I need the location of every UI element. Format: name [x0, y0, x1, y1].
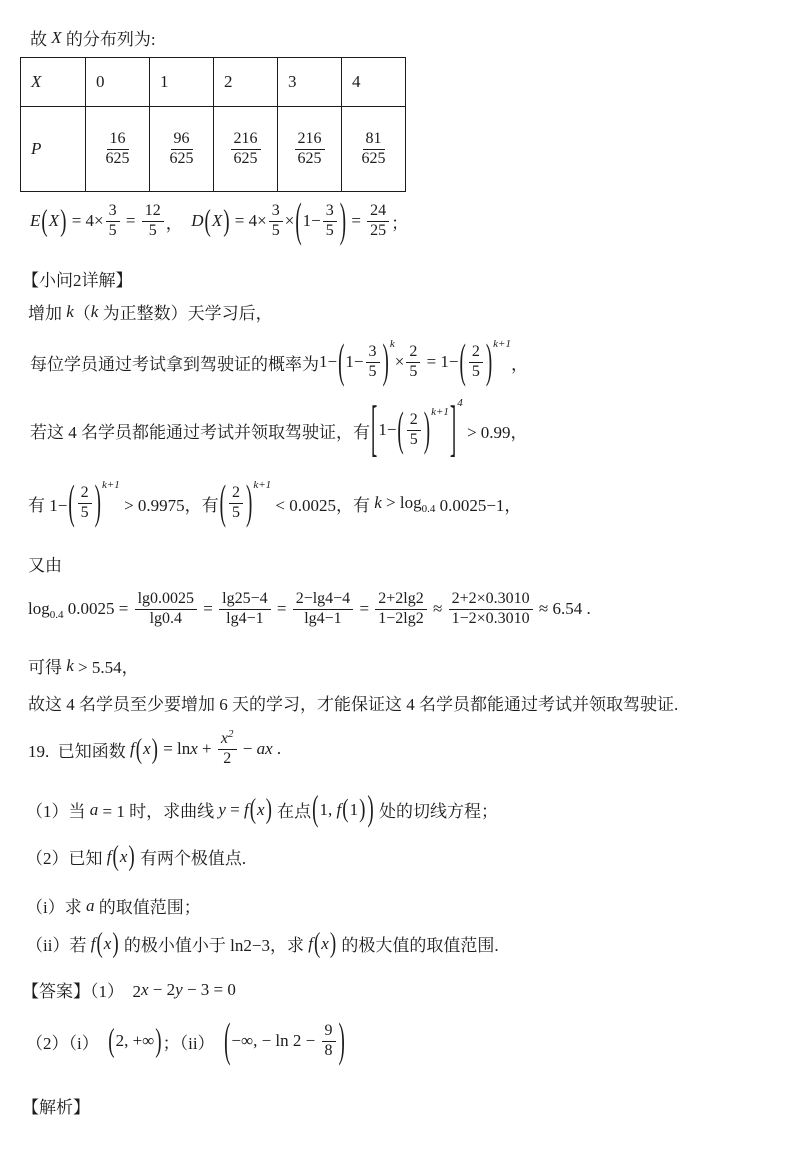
tok-txt: 1, — [319, 799, 337, 819]
tok-txt: = 1− — [422, 352, 459, 372]
fraction-denominator — [220, 750, 234, 769]
fraction-numerator — [229, 484, 243, 504]
tok-frac — [142, 202, 164, 241]
fraction-numerator — [106, 202, 120, 222]
tok-txt: . — [272, 739, 282, 759]
tok-sup: k — [389, 337, 395, 350]
tok-txt: 2+2lg2 — [378, 590, 424, 607]
tok-p: ( — [135, 733, 143, 766]
tok-frac — [219, 590, 270, 629]
fraction-denominator — [78, 504, 92, 523]
fraction-denominator — [323, 222, 337, 241]
fraction-numerator — [142, 202, 164, 222]
tok-p: ( — [224, 1015, 231, 1068]
fraction-denominator — [269, 222, 283, 241]
tok-frac — [407, 411, 421, 450]
tok-txt: 故 — [30, 30, 52, 49]
tok-p: ) — [338, 1015, 345, 1068]
tok-txt: 在点 — [272, 802, 312, 821]
tok-txt: 增加 — [28, 304, 67, 323]
expectation-variance-line — [30, 195, 409, 248]
tok-txt: × — [394, 352, 405, 372]
fraction-denominator — [146, 222, 160, 241]
table-row-x — [21, 58, 406, 107]
tok-p: ) — [155, 1023, 162, 1060]
tok-txt: = — [355, 599, 374, 619]
tok-txt: （1）当 — [26, 802, 90, 821]
x-value: 1 — [160, 72, 169, 91]
also-from-line: 又由 — [28, 556, 62, 575]
tok-txt: 的极大值的取值范围. — [337, 936, 499, 955]
tok-txt: 的取值范围； — [94, 898, 201, 917]
x-label: X — [31, 72, 42, 91]
tok-txt: （2）（i） — [26, 1033, 108, 1053]
tok-p: ( — [204, 204, 211, 239]
fraction-numerator — [218, 730, 237, 750]
tok-p: ( — [295, 195, 302, 248]
k-bound-line — [28, 653, 139, 678]
tok-it: k — [374, 493, 382, 513]
table-cell — [214, 58, 278, 107]
table-cell — [278, 58, 342, 107]
fraction-numerator — [366, 343, 380, 363]
fraction-numerator: 216 — [295, 130, 325, 150]
tok-txt: ≈ 6.54 . — [534, 599, 591, 619]
tok-it: k — [66, 301, 74, 321]
tok-txt: 3 — [368, 343, 377, 360]
tok-txt: 处的切线方程； — [374, 802, 498, 821]
tok-frac — [323, 202, 337, 241]
tok-txt: 1−2lg2 — [378, 609, 424, 627]
tok-txt: 2 — [231, 484, 240, 501]
fraction-numerator — [469, 343, 483, 363]
tok-txt: 1−2×0.3010 — [451, 609, 530, 627]
tok-it: D — [191, 211, 204, 231]
tok-it: f — [130, 739, 135, 759]
table-cell — [86, 107, 150, 192]
tok-it: f — [308, 933, 313, 953]
tok-sup: k+1 — [493, 337, 511, 350]
tok-sup: 4 — [457, 396, 463, 409]
tok-p: ( — [397, 404, 404, 457]
tok-txt: 的分布列为: — [61, 30, 156, 49]
fraction-denominator — [106, 222, 120, 241]
answer-line-2 — [26, 1015, 346, 1068]
fraction-numerator — [323, 202, 337, 222]
fraction-denominator: 625 — [169, 149, 194, 167]
tok-txt: log — [28, 599, 50, 619]
tok-p: ( — [96, 927, 103, 960]
tok-p: ) — [94, 477, 101, 530]
tok-txt: 5 — [368, 362, 377, 380]
fraction-denominator — [367, 222, 389, 241]
tok-txt: > 0.99， — [462, 422, 528, 442]
tok-txt: + — [197, 739, 216, 759]
tok-txt: （ — [73, 304, 91, 323]
tok-it: k — [66, 655, 74, 675]
tok-sup: k+1 — [102, 478, 120, 491]
tok-txt: ≈ — [428, 599, 447, 619]
fraction-numerator — [219, 590, 270, 610]
tok-p: ) — [367, 789, 374, 830]
tok-txt: > 0.9975，有 — [119, 495, 219, 515]
tok-txt: > log — [381, 493, 422, 513]
tok-txt: = 4× — [67, 211, 104, 231]
subquestion-2-label: 【小问2详解】 — [22, 271, 133, 290]
tok-p: ( — [342, 794, 349, 825]
tok-p: ( — [249, 793, 257, 826]
tok-txt: （2）已知 — [26, 849, 107, 868]
tok-txt: > 5.54， — [73, 658, 139, 677]
tok-it: k — [90, 301, 99, 321]
tok-txt: 2 — [223, 749, 232, 767]
tok-txt: = ln — [158, 739, 191, 759]
tok-p: ) — [382, 336, 389, 389]
tok-frac — [229, 484, 243, 523]
tok-frac — [293, 590, 354, 629]
tok-it: f — [243, 799, 249, 819]
fraction-numerator — [367, 202, 389, 222]
tok-b: [ — [371, 395, 378, 466]
tok-txt: 9 — [324, 1022, 333, 1039]
tok-it: f — [336, 799, 342, 819]
tok-p: ) — [223, 204, 230, 239]
tok-txt: 每位学员通过考试拿到驾驶证的概率为 — [30, 354, 319, 374]
tok-it: X — [48, 211, 60, 231]
tok-txt: 为正整数）天学习后， — [98, 304, 273, 323]
four-students-line — [30, 395, 528, 466]
fraction-denominator: 625 — [105, 149, 130, 167]
tok-it: y — [218, 799, 226, 819]
tok-txt: 若这 4 名学员都能通过考试并领取驾驶证，有 — [30, 422, 370, 442]
tok-p: ) — [423, 404, 431, 457]
fraction-denominator — [223, 610, 266, 629]
tok-txt: = — [225, 799, 244, 819]
tok-txt: 5 — [409, 362, 418, 380]
conclusion-line: 故这 4 名学员至少要增加 6 天的学习，才能保证这 4 名学员都能通过考试并领取驾驶证. — [28, 695, 679, 714]
fraction-denominator — [375, 610, 426, 629]
inequality-line — [28, 477, 522, 530]
table-cell-x-label — [21, 58, 86, 107]
fraction-denominator — [469, 363, 483, 382]
tok-p: ( — [312, 789, 319, 830]
tok-txt: 5 — [231, 503, 240, 521]
tok-it: x — [257, 799, 265, 819]
tok-p: ) — [151, 733, 158, 766]
table-cell — [278, 107, 342, 192]
fraction — [103, 130, 133, 169]
tok-p: ) — [329, 927, 337, 960]
x-value: 4 — [352, 72, 361, 91]
tok-txt: 1− — [378, 420, 397, 440]
fraction-denominator — [322, 1042, 336, 1061]
fraction-denominator — [406, 363, 420, 382]
fraction-denominator: 625 — [297, 149, 322, 167]
tok-txt: 1− — [319, 352, 338, 372]
table-cell — [86, 58, 150, 107]
fraction — [295, 130, 325, 169]
tok-txt: 2 — [409, 343, 418, 360]
fraction-denominator — [147, 610, 185, 629]
tok-txt: − 3 = 0 — [182, 979, 236, 999]
tok-txt: 2−lg4−4 — [295, 590, 351, 607]
answer-line-1 — [22, 977, 236, 1002]
table-row-p — [21, 107, 406, 192]
tok-txt: = — [199, 599, 218, 619]
fraction-numerator — [407, 411, 421, 431]
tok-frac — [406, 343, 420, 382]
tok-txt: − 2 — [148, 979, 176, 999]
fraction-denominator — [229, 504, 243, 523]
tok-p: ) — [60, 204, 67, 239]
tok-txt: 有两个极值点. — [135, 849, 247, 868]
tok-txt: 0.0025−1， — [435, 495, 522, 515]
tok-txt: 3 — [108, 202, 117, 219]
table-cell — [150, 58, 214, 107]
fraction-numerator — [375, 590, 426, 610]
fraction-denominator — [366, 363, 380, 382]
tok-txt: 5 — [471, 362, 480, 380]
fraction-denominator — [407, 431, 421, 450]
tok-txt: 2 — [471, 343, 480, 360]
distribution-table — [20, 57, 406, 192]
tok-p: ) — [265, 793, 272, 826]
tok-p: ( — [459, 336, 466, 389]
tok-it: X — [211, 211, 223, 231]
tok-frac — [218, 730, 237, 769]
tok-sub: 0.4 — [421, 502, 436, 515]
tok-txt: ， — [165, 213, 192, 233]
tok-txt: 的极小值小于 ln2−3，求 — [119, 936, 309, 955]
table-cell-p-label — [21, 107, 86, 192]
tok-txt: 19. 已知函数 — [28, 741, 130, 761]
tok-it: y — [175, 979, 183, 999]
tok-txt: lg0.0025 — [137, 590, 195, 607]
tok-txt: （i）求 — [26, 898, 86, 917]
tok-txt: 24 — [370, 202, 387, 219]
fraction-denominator — [449, 610, 533, 629]
table-cell — [342, 58, 406, 107]
problem-19-line — [28, 730, 281, 769]
tok-txt: 12 — [144, 202, 161, 219]
tok-txt: ； — [391, 213, 409, 233]
question-1-line — [26, 789, 498, 830]
fraction-denominator — [301, 610, 344, 629]
fraction — [231, 130, 261, 169]
tok-txt: 2 — [409, 411, 418, 428]
tok-txt: 3 — [271, 202, 280, 219]
tok-sub: 0.4 — [49, 608, 64, 621]
tok-txt: lg0.4 — [149, 609, 183, 627]
tok-txt: 5 — [80, 503, 89, 521]
tok-txt: 有 1− — [28, 495, 68, 515]
tok-p: ) — [128, 840, 135, 873]
distribution-intro-line — [30, 25, 156, 50]
tok-it: a — [85, 895, 95, 915]
tok-txt: ；（ii） — [162, 1033, 224, 1053]
tok-it: x — [103, 933, 112, 953]
tok-p: ( — [41, 204, 48, 239]
table-cell — [150, 107, 214, 192]
tok-txt: 0.0025 = — [63, 599, 133, 619]
tok-txt: lg25−4 — [222, 590, 268, 607]
tok-txt: = — [121, 211, 140, 231]
tok-frac — [78, 484, 92, 523]
add-k-days-line — [28, 299, 273, 324]
tok-it: x — [143, 739, 151, 759]
tok-txt: 【答案】（1） 2 — [22, 982, 141, 1001]
tok-txt: = 1 时，求曲线 — [98, 802, 219, 821]
x-value: 2 — [224, 72, 233, 91]
tok-p: ) — [112, 927, 119, 960]
fraction-numerator: 96 — [171, 130, 193, 150]
tok-frac — [469, 343, 483, 382]
tok-txt: （ii）若 — [26, 936, 91, 955]
tok-it: x — [119, 846, 128, 866]
analysis-label: 【解析】 — [22, 1098, 90, 1117]
tok-it: x — [141, 979, 149, 999]
tok-txt: 1− — [302, 211, 321, 231]
tok-it: ax — [256, 739, 273, 759]
tok-sup: k+1 — [431, 405, 449, 418]
tok-p: ) — [359, 794, 366, 825]
fraction-numerator — [449, 590, 533, 610]
table-cell — [342, 107, 406, 192]
tok-txt: 1 — [349, 799, 359, 819]
tok-it: x — [220, 730, 228, 747]
table-cell — [214, 107, 278, 192]
tok-p: ( — [108, 1023, 115, 1060]
fraction-numerator: 216 — [231, 130, 261, 150]
tok-p: ( — [338, 336, 345, 389]
tok-frac — [375, 590, 426, 629]
tok-txt: 2, +∞ — [115, 1031, 155, 1051]
tok-txt: lg4−1 — [304, 609, 342, 627]
tok-frac — [322, 1022, 336, 1061]
p-label: P — [31, 139, 42, 158]
fraction-numerator — [78, 484, 92, 504]
fraction-denominator: 625 — [233, 149, 258, 167]
tok-txt: = — [347, 211, 366, 231]
tok-txt: 3 — [325, 202, 334, 219]
tok-sup: k+1 — [253, 478, 272, 491]
tok-it: x — [190, 739, 198, 759]
tok-txt: 8 — [324, 1041, 333, 1059]
fraction-denominator: 625 — [361, 149, 386, 167]
tok-p: ) — [245, 477, 253, 530]
tok-txt: × — [284, 211, 295, 231]
tok-txt: 5 — [409, 430, 418, 448]
fraction-numerator — [293, 590, 354, 610]
tok-txt: − — [238, 739, 257, 759]
fraction-numerator: 16 — [107, 130, 129, 150]
tok-txt: 5 — [325, 221, 334, 239]
x-value: 0 — [96, 72, 105, 91]
tok-it: x — [321, 933, 329, 953]
log-computation-line — [28, 590, 591, 629]
tok-txt: 2+2×0.3010 — [451, 590, 530, 607]
tok-p: ( — [313, 927, 321, 960]
tok-txt: < 0.0025，有 — [271, 495, 375, 515]
fraction-numerator — [269, 202, 283, 222]
tok-txt: 5 — [148, 221, 157, 239]
tok-it: f — [90, 933, 96, 953]
tok-p: ) — [339, 195, 347, 248]
fraction — [359, 130, 389, 169]
tok-txt: 1− — [345, 352, 364, 372]
part-i-line — [26, 893, 201, 918]
tok-txt: 25 — [370, 221, 387, 239]
tok-frac — [366, 343, 380, 382]
tok-txt: ， — [510, 354, 528, 374]
tok-txt: 5 — [108, 221, 117, 239]
tok-frac — [106, 202, 120, 241]
tok-txt: = — [272, 599, 291, 619]
tok-b: ] — [449, 395, 457, 466]
tok-txt: 2 — [80, 484, 89, 501]
tok-txt: lg4−1 — [226, 609, 264, 627]
tok-p: ( — [219, 477, 226, 530]
tok-txt: 可得 — [28, 658, 67, 677]
tok-sup: 2 — [228, 728, 234, 740]
fraction — [167, 130, 197, 169]
tok-p: ) — [485, 336, 493, 389]
tok-p: ( — [68, 477, 75, 530]
x-value: 3 — [288, 72, 297, 91]
fraction-numerator — [322, 1022, 336, 1042]
fraction-numerator: 81 — [363, 130, 385, 150]
tok-p: ( — [112, 840, 119, 873]
part-ii-line — [26, 927, 499, 960]
pass-probability-line — [30, 336, 528, 389]
tok-frac — [367, 202, 389, 241]
tok-frac — [135, 590, 197, 629]
tok-it: E — [30, 211, 41, 231]
tok-it: X — [51, 27, 62, 47]
fraction-numerator — [406, 343, 420, 363]
tok-txt: −∞, − ln 2 − — [231, 1031, 320, 1051]
tok-it: f — [106, 846, 112, 866]
tok-frac — [449, 590, 533, 629]
tok-it: a — [89, 799, 99, 819]
tok-frac — [269, 202, 283, 241]
tok-txt: 5 — [271, 221, 280, 239]
question-2-line — [26, 840, 247, 873]
fraction-numerator — [135, 590, 197, 610]
tok-txt: = 4× — [230, 211, 267, 231]
